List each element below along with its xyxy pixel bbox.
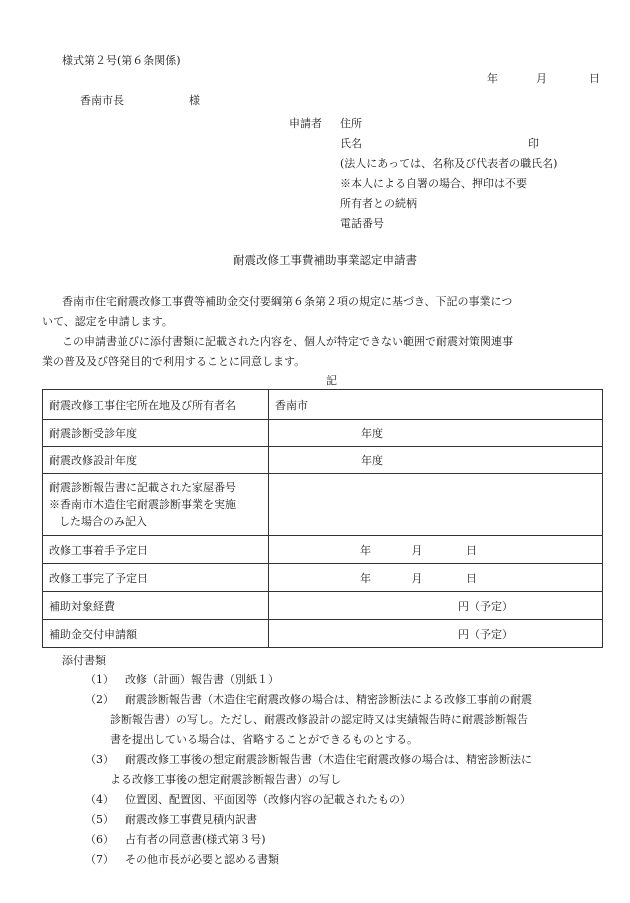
start-month: 月 [411,543,423,557]
document-title: 耐震改修工事費補助事業認定申請書 [233,253,417,267]
body-p1-line2: いて、認定を申請します。 [42,315,173,328]
table-row-grant [43,620,603,648]
applicant-relation-label: 所有者との続柄 [340,197,417,210]
body-p1-line1: 香南市住宅耐震改修工事費等補助金交付要綱第６条第２項の規定に基づき、下記の事業につ [62,295,513,308]
end-day: 日 [466,571,477,585]
location-label: 耐震改修工事住宅所在地及び所有者名 [43,390,269,420]
grant-label: 補助金交付申請額 [43,620,269,648]
attachment-line: 改修（計画）報告書（別紙１） [125,673,279,686]
end-date-value [269,564,603,592]
house-no-line3: した場合のみ記入 [59,515,147,528]
house-no-line1: 耐震診断報告書に記載された家屋番号 [49,481,236,494]
applicant-seal-label: 印 [528,137,539,150]
addressee-honorific: 様 [189,94,200,107]
attachment-line: 占有者の同意書(様式第３号) [125,833,266,846]
attachment-num: （7） [85,853,114,866]
attachment-line: 位置図、配置図、平面図等（改修内容の記載されたもの） [125,793,411,806]
start-date-value [269,536,603,564]
applicant-name-label: 氏名 [340,137,362,150]
attachment-line: 耐震診断報告書（木造住宅耐震改修の場合は、精密診断法による改修工事前の耐震 [125,693,532,706]
form-number: 様式第２号(第６条関係) [62,54,181,67]
end-year: 年 [360,571,371,585]
attachment-num: （2） [85,693,114,706]
application-table [42,389,603,648]
addressee-name: 香南市長 [80,94,124,107]
end-date-label: 改修工事完了予定日 [43,564,269,592]
date-year-label: 年 [487,72,498,85]
attachments-heading: 添付書類 [62,654,106,667]
location-value: 香南市 [269,390,603,420]
table-row-design-year [43,447,603,474]
house-no-value [269,474,603,536]
diag-year-label: 耐震診断受診年度 [43,420,269,447]
date-month-label: 月 [536,72,547,85]
start-year: 年 [360,543,371,557]
applicant-role-label: 申請者 [289,117,322,130]
attachment-num: （4） [85,793,114,806]
attachment-num: （1） [85,673,114,686]
start-day: 日 [466,543,477,557]
diag-year-unit: 年度 [269,420,603,447]
attachment-line: 書を提出している場合は、省略することができるものとする。 [110,733,418,746]
attachment-line: よる改修工事後の想定耐震診断報告書）の写し [110,773,341,786]
body-p2-line1: この申請書並びに添付書類に記載された内容を、個人が特定できない範囲で耐震対策関連事 [62,335,513,348]
house-no-line2: ※香南市木造住宅耐震診断事業を実施 [49,498,236,511]
table-row-diag-year [43,420,603,447]
design-year-label: 耐震改修設計年度 [43,447,269,474]
attachment-line: 耐震改修工事費見積内訳書 [125,813,257,826]
applicant-corp-note: (法人にあっては、名称及び代表者の職氏名) [340,157,558,170]
start-date-label: 改修工事着手予定日 [43,536,269,564]
applicant-address-label: 住所 [340,117,362,130]
cost-label: 補助対象経費 [43,592,269,620]
table-row-start-date [43,536,603,564]
cost-unit: 円（予定） [269,592,603,620]
attachment-num: （5） [85,813,114,826]
table-row-house-no [43,474,603,536]
table-row-cost [43,592,603,620]
table-row-end-date [43,564,603,592]
attachment-line: その他市長が必要と認める書類 [125,853,279,866]
ki-label: 記 [326,374,337,387]
attachment-line: 診断報告書）の写し。ただし、耐震改修設計の認定時又は実績報告時に耐震診断報告 [110,713,528,726]
design-year-unit: 年度 [269,447,603,474]
attachment-line: 耐震改修工事後の想定耐震診断報告書（木造住宅耐震改修の場合は、精密診断法に [125,753,532,766]
grant-unit: 円（予定） [269,620,603,648]
date-day-label: 日 [589,72,600,85]
body-p2-line2: 業の普及及び啓発目的で利用することに同意します。 [42,355,306,368]
applicant-signature-note: ※本人による自署の場合、押印は不要 [340,177,527,190]
attachment-num: （3） [85,753,114,766]
applicant-phone-label: 電話番号 [340,217,384,230]
table-row-location [43,390,603,420]
attachment-num: （6） [85,833,114,846]
end-month: 月 [411,571,423,585]
house-no-label [43,474,269,536]
